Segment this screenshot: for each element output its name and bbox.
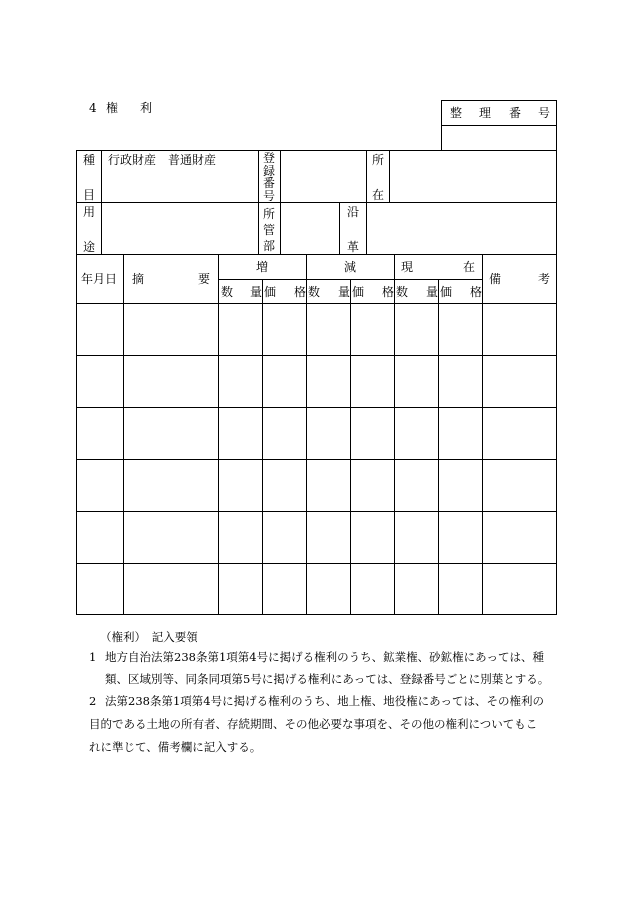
col-summary-1: 摘 <box>132 272 145 286</box>
col-increase: 増 <box>256 260 269 274</box>
col-date: 年月日 <box>81 272 118 286</box>
cur-qty-2: 量 <box>426 285 439 299</box>
col-remarks-1: 備 <box>489 272 502 286</box>
category-text: 行政財産 普通財産 <box>108 153 217 167</box>
label-touroku-bangou: 登録番号 <box>263 151 276 203</box>
note-2-number: 2 <box>89 694 97 708</box>
note-1-line-2: 類、区域別等、同条同項第5号に掲げる権利にあっては、登録番号ごとに別葉とする。 <box>105 672 550 686</box>
note-1-number: 1 <box>89 650 97 664</box>
cur-price-1: 価 <box>440 285 453 299</box>
label-zai: 在 <box>372 188 385 202</box>
note-2-line-2: 目的である土地の所有者、存続期間、その他必要な事項を、その他の権利についてもこ <box>89 717 538 731</box>
label-en: 沿 <box>347 205 360 219</box>
cur-price-2: 格 <box>470 285 483 299</box>
dec-price-1: 価 <box>352 285 365 299</box>
seiri-char-3: 番 <box>509 106 522 120</box>
notes-title: （権利） 記入要領 <box>100 630 198 644</box>
section-title-ri: 利 <box>140 101 153 115</box>
col-decrease: 減 <box>344 260 357 274</box>
main-form-frame <box>77 151 557 615</box>
label-shokan-bu: 所管部 <box>263 207 276 253</box>
section-title-ken: 権 <box>106 101 119 115</box>
note-2-line-1: 法第238条第1項第4号に掲げる権利のうち、地上権、地役権にあっては、その権利の <box>105 694 544 708</box>
seiri-char-4: 号 <box>538 106 551 120</box>
dec-qty-1: 数 <box>308 285 321 299</box>
note-1-line-1: 地方自治法第238条第1項第4号に掲げる権利のうち、鉱業権、砂鉱権にあっては、種 <box>105 650 544 664</box>
note-2-line-3: れに準じて、備考欄に記入する。 <box>89 740 262 754</box>
label-you: 用 <box>83 205 96 219</box>
label-kaku: 革 <box>347 240 360 254</box>
label-sho: 所 <box>372 153 385 167</box>
dec-price-2: 格 <box>382 285 395 299</box>
seiri-char-2: 理 <box>479 106 492 120</box>
seiri-char-1: 整 <box>450 106 463 120</box>
inc-price-2: 格 <box>294 285 307 299</box>
inc-qty-2: 量 <box>250 285 263 299</box>
inc-price-1: 価 <box>264 285 277 299</box>
col-current-2: 在 <box>463 260 476 274</box>
label-to: 途 <box>83 240 96 254</box>
col-current-1: 現 <box>401 260 414 274</box>
cur-qty-1: 数 <box>396 285 409 299</box>
col-remarks-2: 考 <box>538 272 551 286</box>
dec-qty-2: 量 <box>338 285 351 299</box>
section-number: 4 <box>89 101 97 115</box>
inc-qty-1: 数 <box>221 285 234 299</box>
col-summary-2: 要 <box>198 272 211 286</box>
label-moku: 目 <box>83 188 96 202</box>
label-shu: 種 <box>83 153 96 167</box>
